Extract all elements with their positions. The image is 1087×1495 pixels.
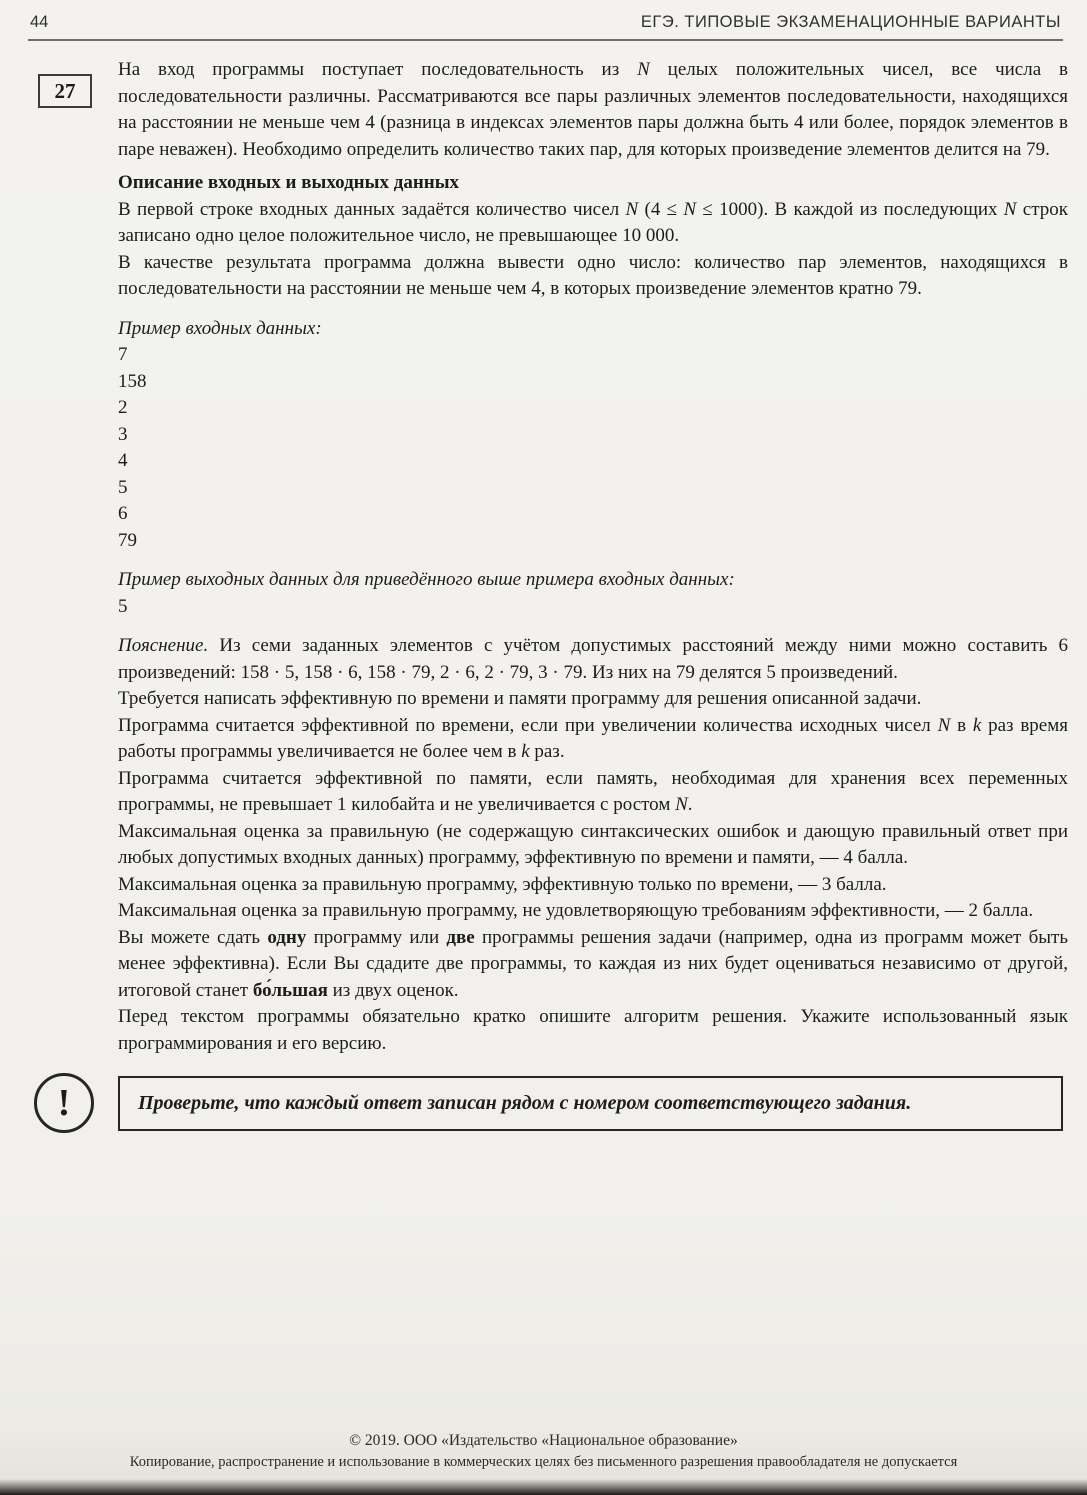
io-output-paragraph: В качестве результата программа должна вывести одно число: количество пар элементов, находящихся в последовательности на расстоянии не меньше чем 4, в которых произведение элементов кратно 79. [118,251,1068,299]
example-input-value: 4 [118,450,128,471]
submit-programs-paragraph [118,925,1068,1005]
header-title: ЕГЭ. ТИПОВЫЕ ЭКЗАМЕНАЦИОННЫЕ ВАРИАНТЫ [640,13,1061,31]
io-input-text: ≤ 1000). В каждой из последующих [696,198,1004,220]
requirement-max-score-3: Максимальная оценка за правильную программу, эффективную только по времени, — 3 балла. [118,873,887,895]
exclamation-glyph: ! [57,1082,71,1124]
variable-n: N [637,59,650,80]
explanation-lead: Пояснение. [118,635,209,656]
io-input-text: строк записано одно целое положительное число, не превышающее 10 000. [118,198,1068,246]
example-input-label: Пример входных данных: [118,317,322,339]
requirement-max-score-4: Максимальная оценка за правильную (не содержащую синтаксических ошибок и дающую правильный ответ при любых допустимых входных данных) программу, эффективную по времени и памяти, — 4 балла. [118,820,1068,868]
example-input-value: 6 [118,503,128,524]
example-input-value: 5 [118,476,128,498]
scan-edge-shadow [0,1479,1087,1495]
note-text: Проверьте, что каждый ответ записан рядом с номером соответствующего задания. [138,1091,912,1114]
submit-bold-one: одну [267,926,307,948]
note-row [34,1073,1063,1133]
example-input-value: 7 [118,344,128,365]
requirement-time-text: раз время работы программы увеличивается не более чем в [118,714,1068,762]
submit-text: программы решения задачи (например, одна из программ может быть менее эффективна). Если Вы сдадите две программы, то каждая из них будет оцениваться независимо от другой, итоговой станет [118,926,1069,1001]
requirement-efficient-program: Требуется написать эффективную по времени и памяти программу для решения описанной задачи. [118,688,922,709]
io-heading: Описание входных и выходных данных [118,172,460,193]
submit-text: программу или [306,926,447,948]
example-input-value: 2 [118,397,128,418]
submit-text: из двух оценок. [327,979,459,1001]
header-rule [28,39,1063,41]
submit-bold-greater: бо́льшая [252,979,328,1001]
note-box [118,1076,1063,1131]
variable-k: k [972,714,982,736]
requirement-time-efficiency [118,713,1068,766]
requirement-time-text: Программа считается эффективной по времени, если при увеличении количества исходных чисел [118,714,938,736]
io-input-paragraph [118,197,1068,250]
page-header [0,0,1087,39]
submit-bold-two: две [446,926,475,948]
example-input-value: 158 [118,370,147,392]
variable-n: N [625,198,639,220]
page-number: 44 [30,13,49,31]
explanation-text: Из семи заданных элементов с учётом допустимых расстояний между ними можно составить 6 произведений: 158 · 5, 158 · 6, 158 · 79, 2 · 6, 2 · 79, 3 · 79. Из них на 79 делятся 5 произведений. [118,635,1068,683]
submit-text: Вы можете сдать [118,926,268,948]
variable-k: k [521,741,530,762]
io-input-text: (4 ≤ [638,198,684,220]
task-number: 27 [54,78,76,103]
requirement-describe-algorithm: Перед текстом программы обязательно кратко опишите алгоритм решения. Укажите использованный язык программирования и его версию. [118,1006,1068,1054]
requirement-memory-text: . [687,794,693,815]
requirement-max-score-2: Максимальная оценка за правильную программу, не удовлетворяющую требованиям эффективности, — 2 балла. [118,900,1034,921]
footer-copyright: © 2019. ООО «Издательство «Национальное образование» [349,1432,738,1449]
task-body [118,57,1068,1057]
footer-notice: Копирование, распространение и использование в коммерческих целях без письменного разрешения правообладателя не допускается [129,1454,958,1470]
variable-n: N [1003,198,1017,220]
task-number-box [38,74,92,108]
example-output-value: 5 [118,595,128,617]
requirement-time-text: раз. [529,741,565,762]
example-input-value: 3 [118,423,128,445]
requirement-time-text: в [950,714,973,736]
io-input-text: В первой строке входных данных задаётся количество чисел [118,198,626,220]
example-output-label: Пример выходных данных для приведённого выше примера входных данных: [118,569,735,590]
variable-n: N [675,794,688,815]
requirement-memory-efficiency [118,766,1068,819]
page-footer [0,1430,1087,1473]
task-intro-text: целых положительных чисел, все числа в последовательности различны. Рассматриваются все пары различных элементов последовательности, находящихся на расстоянии не меньше чем 4 (разница в индексах элементов пары должна быть 4 или более, порядок элементов в паре неважен). Необходимо определить количество таких пар, для которых произведение элементов делится на 79. [118,59,1068,160]
task-intro-text: На вход программы поступает последовательность из [118,59,638,80]
example-input-value: 79 [118,529,137,551]
example-input-values [118,342,1068,554]
variable-n: N [937,714,951,736]
task-intro-paragraph [118,57,1068,163]
variable-n: N [683,198,697,220]
requirement-memory-text: Программа считается эффективной по памяти, если память, необходимая для хранения всех переменных программы, не превышает 1 килобайта и не увеличивается с ростом [118,767,1068,815]
explanation-paragraph [118,633,1068,686]
exclamation-icon [34,1073,94,1133]
